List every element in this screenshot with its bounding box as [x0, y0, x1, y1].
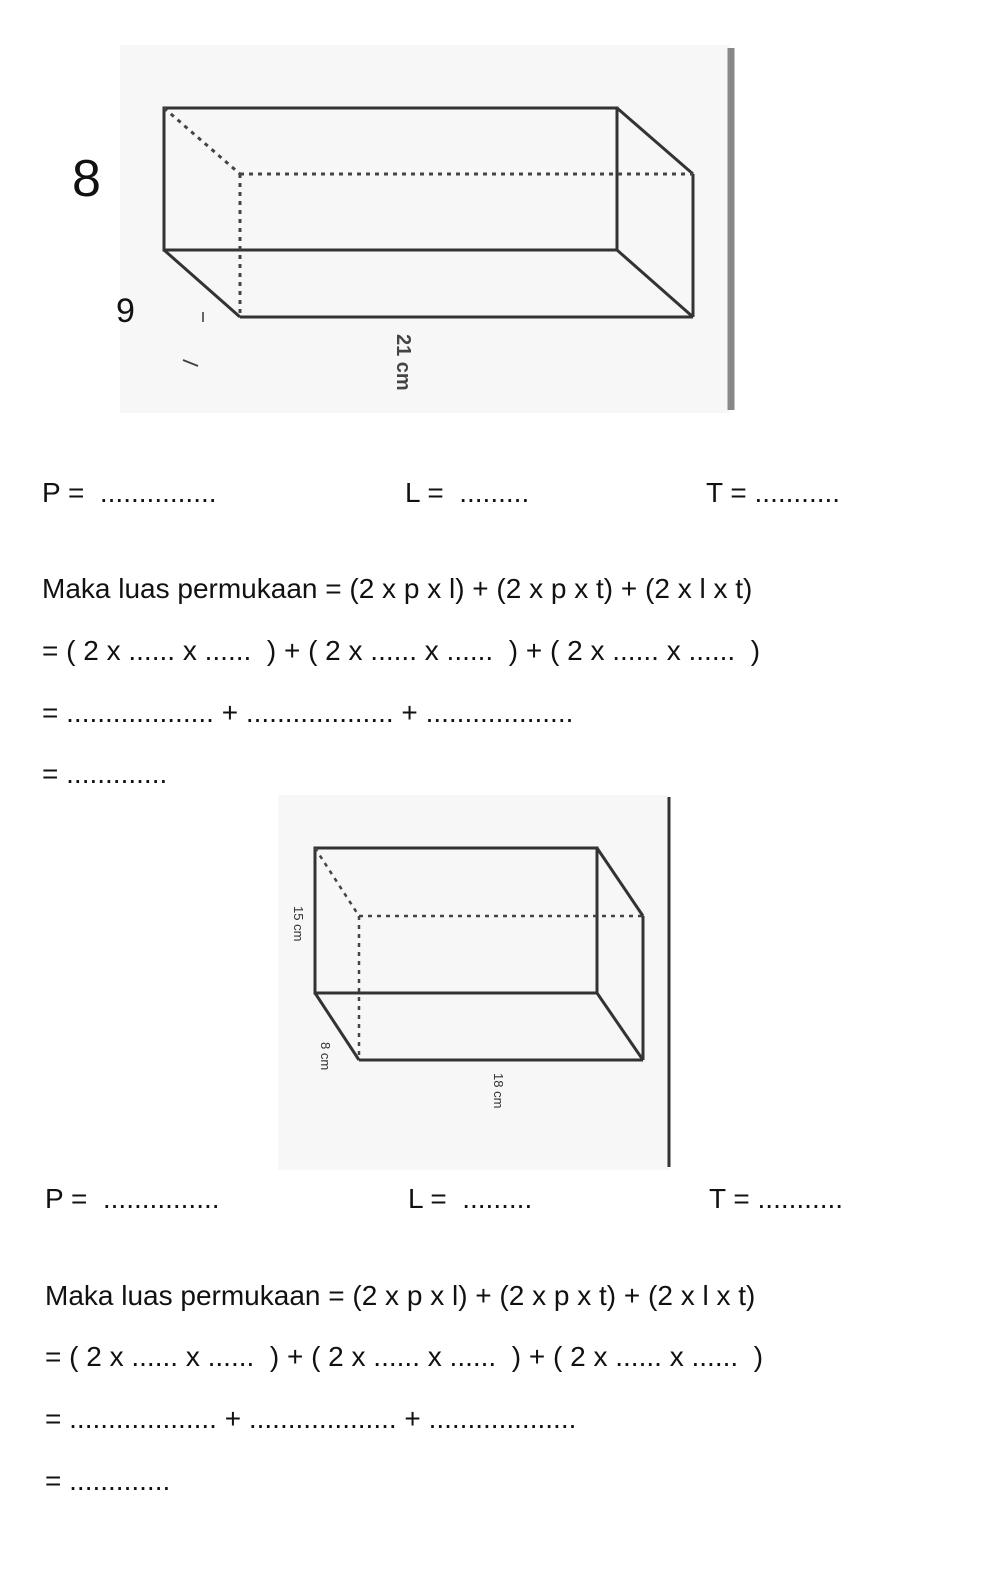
- formula-1: Maka luas permukaan = (2 x p x l) + (2 x p x t) + (2 x l x t): [42, 573, 753, 604]
- depth-label-2: 8 cm: [318, 1042, 333, 1071]
- step3-2: = .............: [45, 1465, 171, 1496]
- t-field-1: T = ...........: [706, 477, 841, 508]
- depth-label-1: 9: [116, 292, 135, 330]
- l-field-2: L = .........: [408, 1183, 533, 1214]
- length-label-1: 21 cm: [392, 334, 414, 391]
- step2-1: = ................... + ................... + ...................: [42, 697, 574, 728]
- l-field-1: L = .........: [405, 477, 530, 508]
- step2-2: = ................... + ................... + ...................: [45, 1403, 577, 1434]
- t-field-2: T = ...........: [709, 1183, 844, 1214]
- step1-1: = ( 2 x ...... x ...... ) + ( 2 x ...... x ...... ) + ( 2 x ...... x ...... ): [42, 635, 761, 666]
- length-label-2: 18 cm: [491, 1073, 506, 1109]
- formula-2: Maka luas permukaan = (2 x p x l) + (2 x p x t) + (2 x l x t): [45, 1280, 756, 1311]
- hidden-edge: [315, 848, 359, 916]
- p-field-2: P = ...............: [45, 1183, 220, 1214]
- front-face: [315, 848, 597, 993]
- p-field-1: P = ...............: [42, 477, 217, 508]
- step3-1: = .............: [42, 758, 168, 789]
- height-label-1: 8: [72, 150, 101, 208]
- step1-2: = ( 2 x ...... x ...... ) + ( 2 x ...... x ...... ) + ( 2 x ...... x ...... ): [45, 1341, 764, 1372]
- height-label-2: 15 cm: [291, 906, 306, 942]
